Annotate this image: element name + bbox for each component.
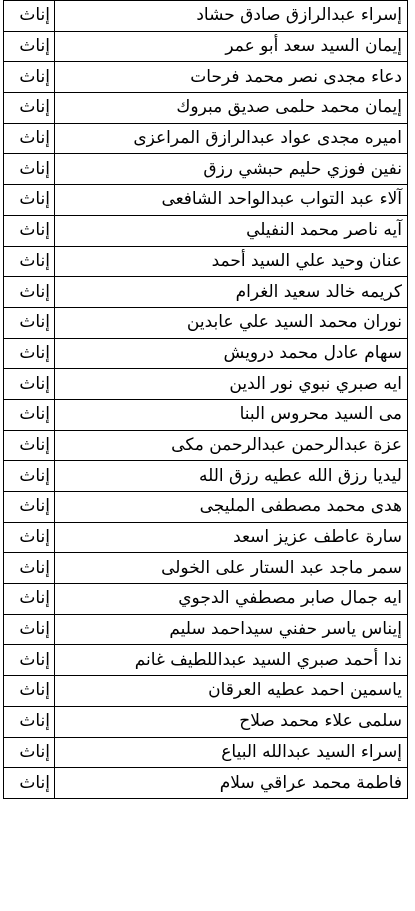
gender-cell: إناث bbox=[4, 614, 55, 645]
name-cell: نوران محمد السيد علي عابدين bbox=[55, 307, 408, 338]
gender-cell: إناث bbox=[4, 307, 55, 338]
table-row bbox=[4, 338, 408, 369]
table-row bbox=[4, 369, 408, 400]
name-cell: هدى محمد مصطفى المليجى bbox=[55, 492, 408, 523]
gender-cell: إناث bbox=[4, 768, 55, 799]
roster-sheet bbox=[3, 0, 408, 799]
table-row bbox=[4, 461, 408, 492]
name-cell: ندا أحمد صبري السيد عبداللطيف غانم bbox=[55, 645, 408, 676]
gender-cell: إناث bbox=[4, 645, 55, 676]
roster-table-body bbox=[4, 1, 408, 799]
name-cell: دعاء مجدى نصر محمد فرحات bbox=[55, 62, 408, 93]
table-row bbox=[4, 246, 408, 277]
gender-cell: إناث bbox=[4, 584, 55, 615]
gender-cell: إناث bbox=[4, 123, 55, 154]
table-row bbox=[4, 185, 408, 216]
table-row bbox=[4, 93, 408, 124]
name-cell: إيمان السيد سعد أبو عمر bbox=[55, 31, 408, 62]
name-cell: فاطمة محمد عراقي سلام bbox=[55, 768, 408, 799]
name-cell: آيه ناصر محمد النفيلي bbox=[55, 215, 408, 246]
table-row bbox=[4, 645, 408, 676]
table-row bbox=[4, 492, 408, 523]
gender-cell: إناث bbox=[4, 430, 55, 461]
table-row bbox=[4, 614, 408, 645]
name-cell: سارة عاطف عزيز اسعد bbox=[55, 522, 408, 553]
gender-cell: إناث bbox=[4, 31, 55, 62]
name-cell: إسراء عبدالرازق صادق حشاد bbox=[55, 1, 408, 32]
name-cell: سمر ماجد عبد الستار على الخولى bbox=[55, 553, 408, 584]
table-row bbox=[4, 522, 408, 553]
table-row bbox=[4, 584, 408, 615]
gender-cell: إناث bbox=[4, 215, 55, 246]
table-row bbox=[4, 154, 408, 185]
table-row bbox=[4, 307, 408, 338]
name-cell: عزة عبدالرحمن عبدالرحمن مكى bbox=[55, 430, 408, 461]
name-cell: نفين فوزي حليم حبشي رزق bbox=[55, 154, 408, 185]
table-row bbox=[4, 62, 408, 93]
table-row bbox=[4, 399, 408, 430]
table-row bbox=[4, 123, 408, 154]
gender-cell: إناث bbox=[4, 93, 55, 124]
gender-cell: إناث bbox=[4, 369, 55, 400]
table-row bbox=[4, 676, 408, 707]
name-cell: مى السيد محروس البنا bbox=[55, 399, 408, 430]
gender-cell: إناث bbox=[4, 461, 55, 492]
table-row bbox=[4, 215, 408, 246]
table-row bbox=[4, 277, 408, 308]
gender-cell: إناث bbox=[4, 185, 55, 216]
gender-cell: إناث bbox=[4, 62, 55, 93]
name-cell: اميره مجدى عواد عبدالرازق المراعزى bbox=[55, 123, 408, 154]
roster-table bbox=[3, 0, 408, 799]
gender-cell: إناث bbox=[4, 522, 55, 553]
table-row bbox=[4, 737, 408, 768]
name-cell: كريمه خالد سعيد الغرام bbox=[55, 277, 408, 308]
name-cell: آلاء عبد التواب عبدالواحد الشافعى bbox=[55, 185, 408, 216]
gender-cell: إناث bbox=[4, 706, 55, 737]
gender-cell: إناث bbox=[4, 553, 55, 584]
table-row bbox=[4, 1, 408, 32]
table-row bbox=[4, 768, 408, 799]
gender-cell: إناث bbox=[4, 492, 55, 523]
gender-cell: إناث bbox=[4, 1, 55, 32]
name-cell: ايه صبري نبوي نور الدين bbox=[55, 369, 408, 400]
name-cell: ايه جمال صابر مصطفي الدجوي bbox=[55, 584, 408, 615]
table-row bbox=[4, 430, 408, 461]
name-cell: سهام عادل محمد درويش bbox=[55, 338, 408, 369]
gender-cell: إناث bbox=[4, 246, 55, 277]
name-cell: ليديا رزق الله عطيه رزق الله bbox=[55, 461, 408, 492]
table-row bbox=[4, 706, 408, 737]
gender-cell: إناث bbox=[4, 676, 55, 707]
name-cell: عنان وحيد علي السيد أحمد bbox=[55, 246, 408, 277]
name-cell: سلمى علاء محمد صلاح bbox=[55, 706, 408, 737]
name-cell: ياسمين احمد عطيه العرقان bbox=[55, 676, 408, 707]
gender-cell: إناث bbox=[4, 277, 55, 308]
gender-cell: إناث bbox=[4, 338, 55, 369]
table-row bbox=[4, 553, 408, 584]
name-cell: إسراء السيد عبدالله البياع bbox=[55, 737, 408, 768]
name-cell: إيناس ياسر حفني سيداحمد سليم bbox=[55, 614, 408, 645]
table-row bbox=[4, 31, 408, 62]
name-cell: إيمان محمد حلمى صديق مبروك bbox=[55, 93, 408, 124]
gender-cell: إناث bbox=[4, 399, 55, 430]
gender-cell: إناث bbox=[4, 154, 55, 185]
gender-cell: إناث bbox=[4, 737, 55, 768]
